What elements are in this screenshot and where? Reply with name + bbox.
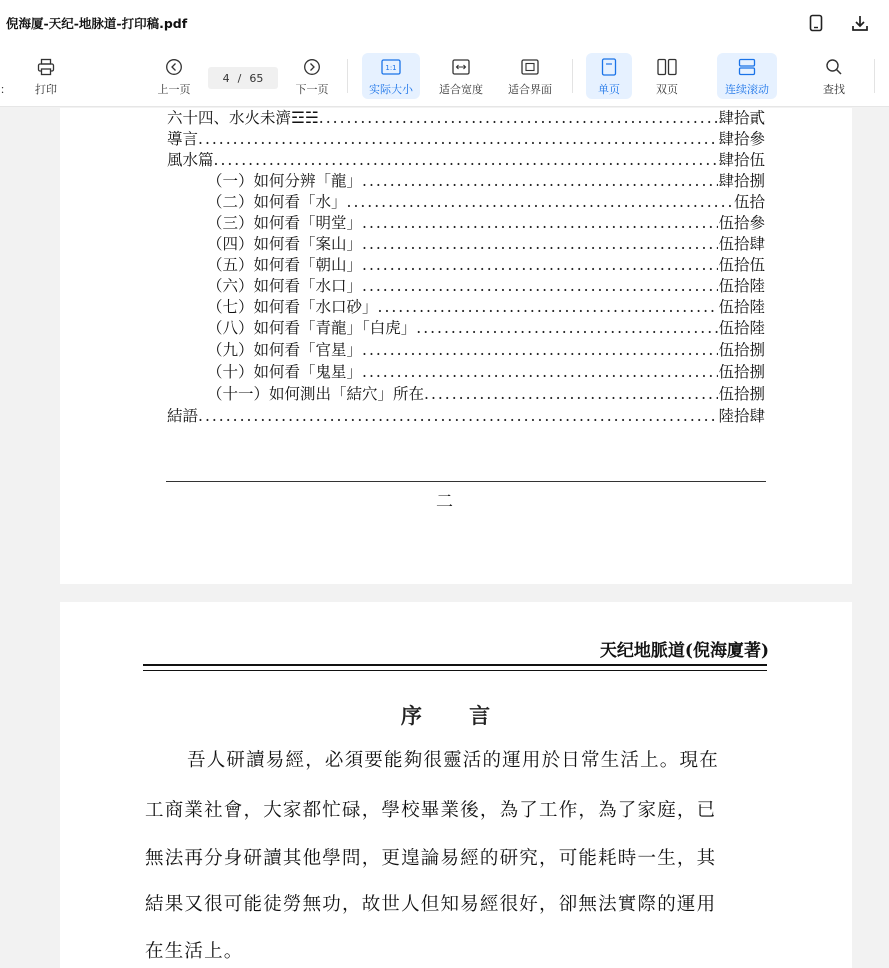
search-button[interactable] <box>814 53 854 99</box>
single-page-button[interactable] <box>586 53 632 99</box>
body-paragraph-line: 無法再分身研讀其他學問，更遑論易經的研究，可能耗時一生，其 <box>145 848 717 869</box>
fit-width-button[interactable] <box>434 53 488 99</box>
document-title: 倪海厦-天纪-地脉道-打印稿.pdf <box>6 15 188 31</box>
body-paragraph-line: 在生活上。 <box>145 941 244 962</box>
double-page-label: 双页 <box>656 83 678 96</box>
print-button[interactable] <box>26 53 66 99</box>
continuous-scroll-icon <box>738 56 756 78</box>
title-bar <box>0 0 889 45</box>
body-paragraph-line: 吾人研讀易經，必須要能夠很靈活的運用於日常生活上。現在 <box>187 750 719 771</box>
left-edge-label: ： <box>0 83 11 96</box>
page-number: 二 <box>436 492 453 512</box>
toolbar-divider <box>572 59 573 93</box>
toc-subentry: （一）如何分辨「龍」 ..... 肆拾捌 <box>207 171 765 192</box>
body-paragraph-line: 結果又很可能徒勞無功，故世人但知易經很好，卻無法實際的運用 <box>145 894 717 915</box>
prev-page-button[interactable] <box>152 53 196 99</box>
fit-page-button[interactable] <box>503 53 557 99</box>
continuous-scroll-label: 连续滚动 <box>725 83 769 96</box>
printer-icon <box>37 56 55 78</box>
download-icon[interactable] <box>849 12 871 34</box>
double-page-icon <box>657 56 677 78</box>
toc-subentry: （五）如何看「朝山」 ..... 伍拾伍 <box>207 255 765 276</box>
svg-text:1:1: 1:1 <box>385 64 397 72</box>
actual-size-icon <box>381 56 401 78</box>
toc-entry: 六十四、水火未濟☲☵ ..... 肆拾貳 <box>167 108 765 129</box>
current-page: 4 <box>222 71 230 85</box>
toc-subentry: （六）如何看「水口」 ..... 伍拾陸 <box>207 276 765 297</box>
toc-subentry: （二）如何看「水」 ..... 伍拾 <box>207 192 765 213</box>
page-number-input[interactable] <box>208 67 278 89</box>
next-page-label: 下一页 <box>295 83 329 96</box>
chevron-right-circle-icon <box>303 56 321 78</box>
header-rule-thick <box>143 664 767 666</box>
actual-size-button[interactable] <box>362 53 420 99</box>
book-header: 天纪地脈道(倪海廈著) <box>599 641 769 661</box>
toc-subentry: （七）如何看「水口砂」 ..... 伍拾陸 <box>207 297 765 318</box>
fit-width-label: 适合宽度 <box>439 83 483 96</box>
page-separator: / <box>237 71 242 85</box>
toc-subentry: （四）如何看「案山」 ..... 伍拾肆 <box>207 234 765 255</box>
toc-entry: 結語 ..... 陸拾肆 <box>167 406 765 427</box>
fit-page-icon <box>521 56 539 78</box>
chevron-left-circle-icon <box>165 56 183 78</box>
next-page-button[interactable] <box>290 53 334 99</box>
page-footer-rule <box>166 481 766 482</box>
single-page-icon <box>601 56 617 78</box>
fit-page-label: 适合界面 <box>508 83 552 96</box>
toc-subentry: （三）如何看「明堂」 ..... 伍拾參 <box>207 213 765 234</box>
fit-width-icon <box>452 56 470 78</box>
search-label: 查找 <box>823 83 845 96</box>
toc-subentry: （九）如何看「官星」 ..... 伍拾捌 <box>207 340 765 361</box>
total-pages: 65 <box>249 71 264 85</box>
header-rule-thin <box>143 670 767 671</box>
toc-subentry: （八）如何看「青龍」「白虎」 ..... 伍拾陸 <box>207 318 765 339</box>
single-page-label: 单页 <box>598 83 620 96</box>
toolbar-divider <box>874 59 875 93</box>
pdf-toolbar <box>0 45 889 107</box>
phone-icon[interactable] <box>805 12 827 34</box>
preface-title: 序 言 <box>400 703 511 728</box>
toolbar-divider <box>347 59 348 93</box>
search-icon <box>825 56 843 78</box>
toc-subentry: （十一）如何測出「結穴」所在 ..... 伍拾捌 <box>207 384 765 405</box>
toc-subentry: （十）如何看「鬼星」 ..... 伍拾捌 <box>207 362 765 383</box>
actual-size-label: 实际大小 <box>369 83 413 96</box>
body-paragraph-line: 工商業社會，大家都忙碌，學校畢業後，為了工作，為了家庭，已 <box>145 800 717 821</box>
toc-entry: 導言 ..... 肆拾參 <box>167 129 765 150</box>
print-label: 打印 <box>35 83 57 96</box>
continuous-scroll-button[interactable] <box>717 53 777 99</box>
toc-entry: 風水篇 ..... 肆拾伍 <box>167 150 765 171</box>
prev-page-label: 上一页 <box>157 83 191 96</box>
double-page-button[interactable] <box>645 53 689 99</box>
